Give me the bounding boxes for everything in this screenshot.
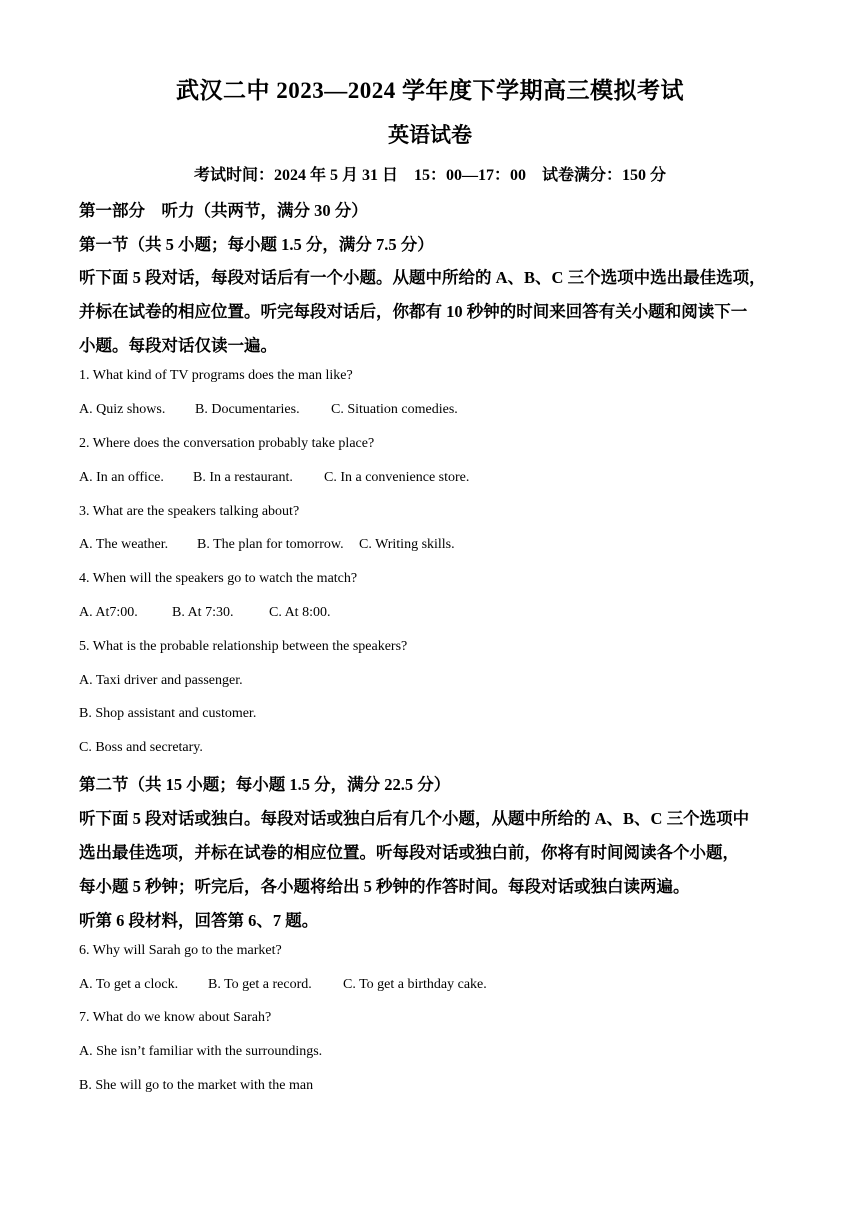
exam-info: 考试时间：2024 年 5 月 31 日 15：00—17：00 试卷满分：150 分: [193, 167, 666, 184]
section1-instruction-line: 并标在试卷的相应位置。听完每段对话后，你都有 10 秒钟的时间来回答有关小题和阅读下一: [79, 302, 748, 321]
option-b: B. In a restaurant.: [193, 470, 293, 485]
option-a: A. The weather.: [79, 537, 169, 552]
section2-heading: 第二节（共 15 小题；每小题 1.5 分，满分 22.5 分）: [79, 775, 451, 794]
option-c: C. In a convenience store.: [324, 470, 470, 485]
option-a: A. Taxi driver and passenger.: [79, 673, 243, 688]
section1-heading: 第一节（共 5 小题；每小题 1.5 分，满分 7.5 分）: [79, 235, 434, 254]
exam-title: 武汉二中 2023—2024 学年度下学期高三模拟考试: [176, 78, 684, 103]
option-b: B. Shop assistant and customer.: [79, 706, 257, 721]
option-a: A. Quiz shows.: [79, 402, 166, 417]
option-c: C. Situation comedies.: [331, 402, 458, 417]
question-2: 2. Where does the conversation probably take place?: [79, 436, 375, 451]
section1-instruction-line: 小题。每段对话仅读一遍。: [79, 336, 277, 355]
option-c: C. To get a birthday cake.: [343, 977, 487, 992]
option-a: A. In an office.: [79, 470, 164, 485]
option-c: C. Writing skills.: [359, 537, 455, 552]
question-4: 4. When will the speakers go to watch the match?: [79, 571, 358, 586]
material-heading: 听第 6 段材料，回答第 6、7 题。: [79, 911, 319, 930]
option-a: A. At7:00.: [79, 605, 138, 620]
options-6: [79, 977, 487, 993]
exam-subtitle: 英语试卷: [388, 123, 472, 147]
option-a: A. To get a clock.: [79, 977, 179, 992]
part1-heading: 第一部分 听力（共两节，满分 30 分）: [79, 201, 368, 220]
option-c: C. At 8:00.: [269, 605, 331, 620]
option-b: B. At 7:30.: [172, 605, 234, 620]
options-1: [79, 402, 458, 418]
option-b: B. To get a record.: [208, 977, 312, 992]
question-7: 7. What do we know about Sarah?: [79, 1010, 272, 1025]
question-1: 1. What kind of TV programs does the man like?: [79, 368, 353, 383]
question-5: 5. What is the probable relationship between the speakers?: [79, 639, 408, 654]
question-6: 6. Why will Sarah go to the market?: [79, 943, 282, 958]
option-c: C. Boss and secretary.: [79, 740, 203, 755]
option-b: B. The plan for tomorrow.: [197, 537, 344, 552]
section2-instruction-line: 听下面 5 段对话或独白。每段对话或独白后有几个小题，从题中所给的 A、B、C 三个选项中: [79, 809, 750, 828]
section1-instruction-line: 听下面 5 段对话，每段对话后有一个小题。从题中所给的 A、B、C 三个选项中选出最佳选项，: [79, 268, 766, 287]
question-3: 3. What are the speakers talking about?: [79, 504, 300, 519]
options-2: [79, 470, 469, 486]
options-3: [79, 537, 455, 553]
section2-instruction-line: 每小题 5 秒钟；听完后，各小题将给出 5 秒钟的作答时间。每段对话或独白读两遍。: [79, 877, 690, 896]
option-b: B. She will go to the market with the man: [79, 1078, 314, 1093]
option-a: A. She isn’t familiar with the surroundings.: [79, 1044, 323, 1059]
section2-instruction-line: 选出最佳选项，并标在试卷的相应位置。听每段对话或独白前，你将有时间阅读各个小题，: [79, 843, 739, 862]
options-4: [79, 605, 330, 621]
option-b: B. Documentaries.: [195, 402, 300, 417]
